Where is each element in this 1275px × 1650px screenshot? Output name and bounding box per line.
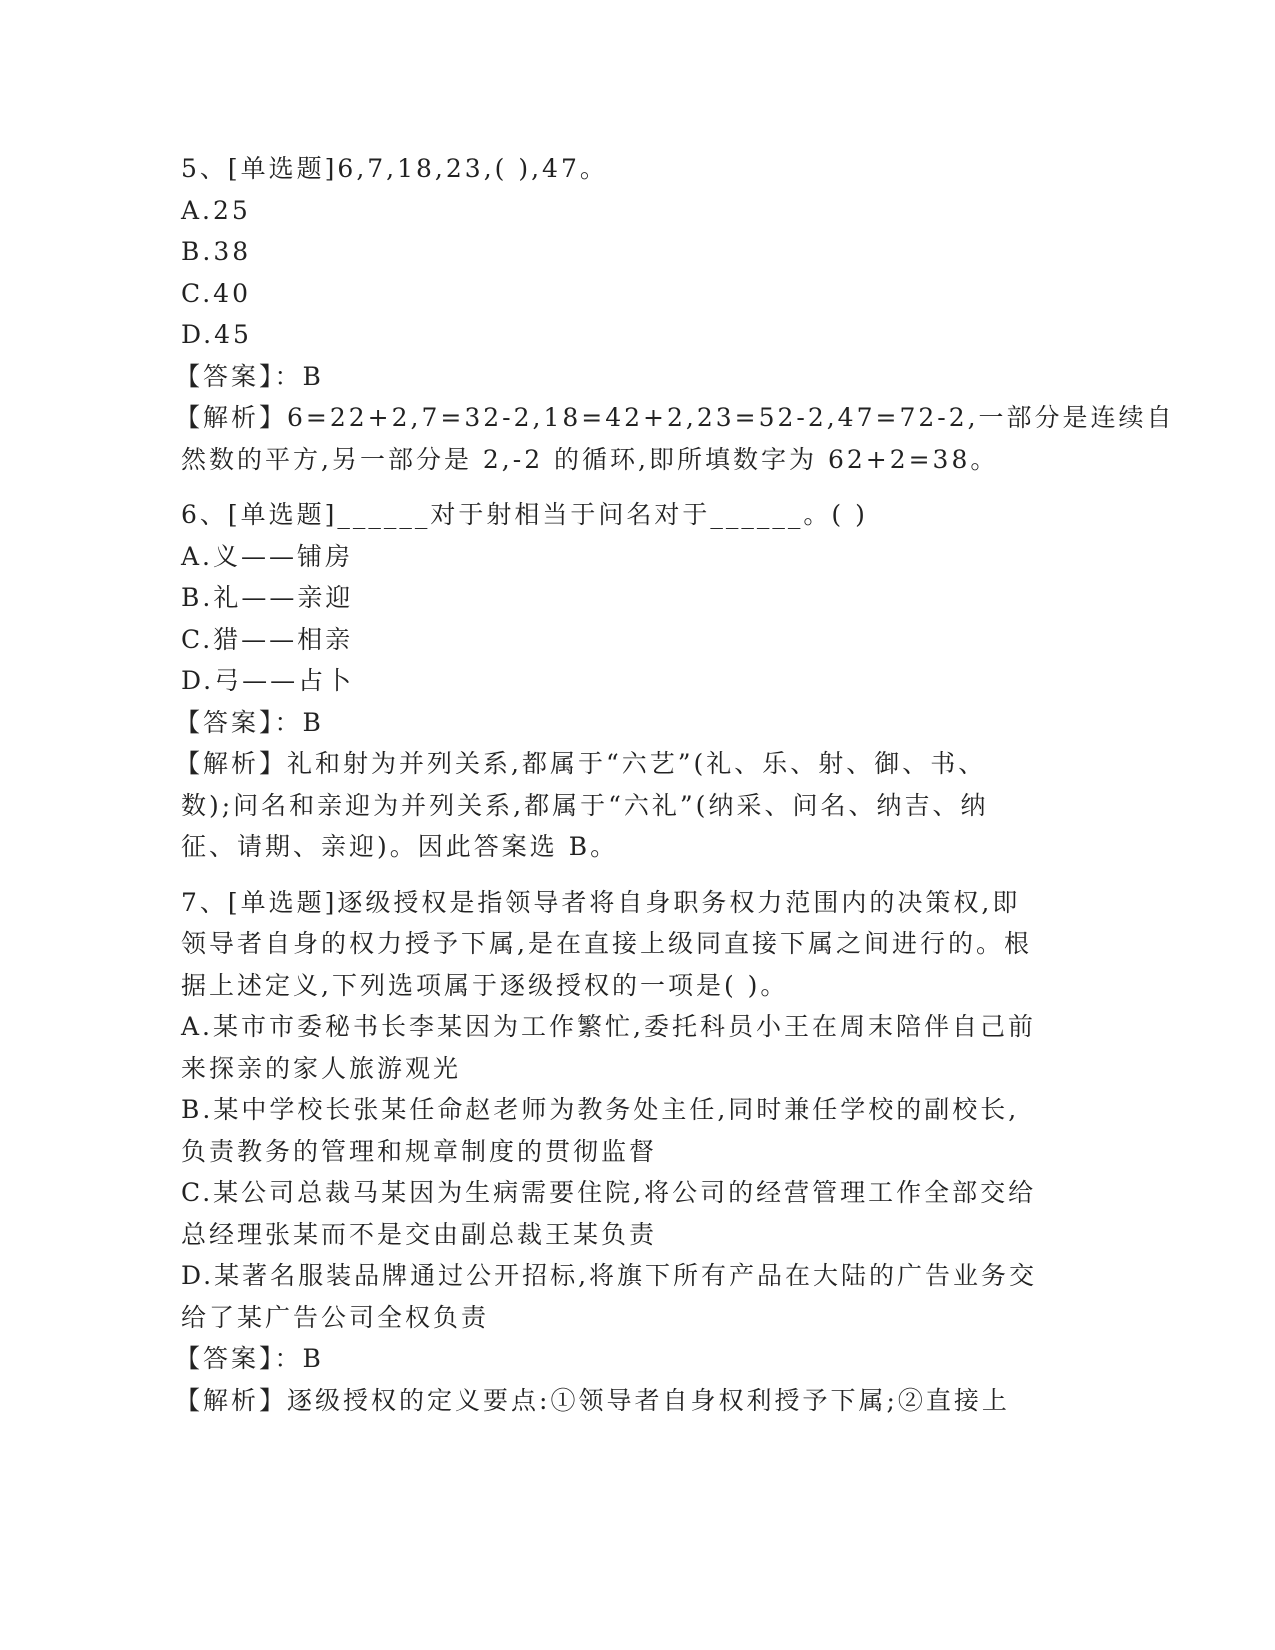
analysis-label: 【解析】 xyxy=(175,749,288,778)
answer-value: ：B xyxy=(274,361,324,391)
option-d: D.45 xyxy=(181,320,252,349)
answer-line xyxy=(175,1338,1061,1380)
option-c-cont: 总经理张某而不是交由副总裁王某负责 xyxy=(181,1219,658,1249)
question-7 xyxy=(175,882,1061,1422)
answer-line xyxy=(175,356,1061,398)
option-a: A.义——铺房 xyxy=(181,541,354,571)
option-a: A.25 xyxy=(181,195,251,225)
question-6 xyxy=(175,494,1061,868)
option-b-cont: 负责教务的管理和规章制度的贯彻监督 xyxy=(181,1136,658,1166)
answer-value: ：B xyxy=(274,1344,324,1373)
analysis-text: 6=22+2,7=32-2,18=42+2,23=52-2,47=72-2,一部分是连续自 xyxy=(287,403,1175,432)
answer-line xyxy=(175,702,1061,744)
answer-value: ：B xyxy=(274,707,324,737)
analysis-label: 【解析】 xyxy=(175,1385,288,1415)
question-stem: 7、[单选题]逐级授权是指领导者将自身职务权力范围内的决策权,即 xyxy=(181,887,1021,917)
option-c: C.某公司总裁马某因为生病需要住院,将公司的经营管理工作全部交给 xyxy=(181,1178,1037,1207)
question-stem: 6、[单选题]______对于射相当于问名对于______。( ) xyxy=(181,500,868,529)
analysis-text: 逐级授权的定义要点:①领导者自身权利授予下属;②直接上 xyxy=(287,1385,1010,1415)
analysis-line xyxy=(175,397,1175,439)
analysis-line xyxy=(175,743,1061,785)
answer-label: 【答案】 xyxy=(175,1344,275,1373)
answer-label: 【答案】 xyxy=(175,707,275,737)
analysis-line xyxy=(175,1380,1061,1422)
option-b: B.38 xyxy=(181,237,252,266)
analysis-label: 【解析】 xyxy=(175,403,288,432)
option-c: C.40 xyxy=(181,278,251,308)
question-stem: 领导者自身的权力授予下属,是在直接上级同直接下属之间进行的。根 xyxy=(181,929,1032,958)
option-c: C.猎——相亲 xyxy=(181,624,354,654)
option-b: B.某中学校长张某任命赵老师为教务处主任,同时兼任学校的副校长, xyxy=(181,1095,1020,1124)
option-a-cont: 来探亲的家人旅游观光 xyxy=(181,1053,462,1083)
answer-label: 【答案】 xyxy=(175,361,275,391)
option-d: D.某著名服装品牌通过公开招标,将旗下所有产品在大陆的广告业务交 xyxy=(181,1261,1038,1290)
question-stem: 5、[单选题]6,7,18,23,( ),47。 xyxy=(181,154,608,183)
analysis-text: 数);问名和亲迎为并列关系,都属于“六礼”(纳采、问名、纳吉、纳 xyxy=(181,790,989,820)
question-stem: 据上述定义,下列选项属于逐级授权的一项是( )。 xyxy=(181,970,789,1000)
option-a: A.某市市委秘书长李某因为工作繁忙,委托科员小王在周末陪伴自己前 xyxy=(181,1012,1036,1041)
option-d: D.弓——占卜 xyxy=(181,666,355,695)
analysis-text: 礼和射为并列关系,都属于“六艺”(礼、乐、射、御、书、 xyxy=(287,749,987,778)
analysis-text: 征、请期、亲迎)。因此答案选 B。 xyxy=(181,832,619,861)
question-5 xyxy=(175,148,1175,480)
analysis-text: 然数的平方,另一部分是 2,-2 的循环,即所填数字为 62+2=38。 xyxy=(181,444,999,474)
option-d-cont: 给了某广告公司全权负责 xyxy=(181,1302,490,1332)
option-b: B.礼——亲迎 xyxy=(181,583,354,612)
